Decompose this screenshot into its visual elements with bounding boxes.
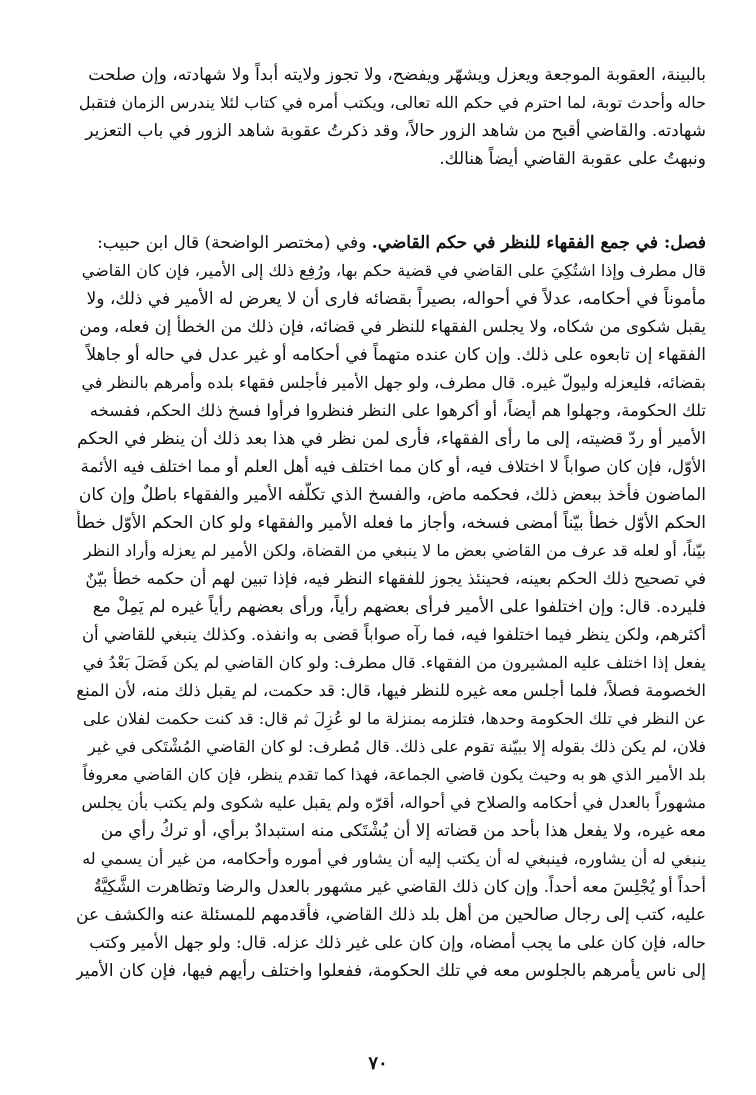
text-line: الأوّل، فإن كان صواباً لا اختلاف فيه، أو كان مما اختلف فيه أهل العلم أو مما اختلف فيه الأئمة [80, 457, 706, 476]
text-line: إلى ناس يأمرهم بالجلوس معه في تلك الحكومة، ففعلوا واختلف رأيهم فيها، فإن كان الأمير [76, 961, 706, 981]
text-line: يقبل شكوى من شكاه، ولا يجلس الفقهاء للنظر في قضائه، فإن ذلك من الخطأ إن فعله، ومن [79, 317, 706, 336]
text-line: الحكم الأوّل خطأً بيّناً أمضى فسخه، وأجاز ما فعله الأمير والفقهاء ولو كان الحكم الأوّل خطأً [76, 513, 706, 533]
text-line: عليه، كتب إلى رجال صالحين من أهل بلد ذلك القاضي، فأقدمهم للمسئلة عنه والكشف عن [76, 905, 706, 925]
text-line: تلك الحكومة، وجهلوا هم أيضاً، أو أكرهوا على النظر فنظروا فرأوا فسخ ذلك الحكم، ففسخه [89, 401, 706, 420]
text-line: قال مطرف وإذا اشتُكِيَ على القاضي في قضية حكم بها، ورُفِع ذلك إلى الأمير، فإن كان القاضي [81, 261, 706, 280]
section-heading: فصل: في جمع الفقهاء للنظر في حكم القاضي. [371, 233, 706, 253]
text-line: بالبينة، العقوبة الموجعة ويعزل ويشهّر ويفضح، ولا تجوز ولايته أبداً ولا شهادته، وإن صلحت [88, 65, 706, 85]
paragraph-2 [76, 229, 706, 985]
text-line: الأمير أو ردّ قضيته، إلى ما رأى الفقهاء، فأرى لمن نظر في هذا بعد ذلك أن ينظر في الحكم [77, 429, 706, 449]
text-line: في تصحيح ذلك الحكم بعينه، فحينئذ يجوز للفقهاء النظر فيه، فإذا تبين لهم أن حكمه خطأ بيّنٌ [85, 569, 706, 588]
text-line: الخصومة فصلاً، فلما أجلس معه غيره للنظر فيها، قال: قد حكمت، لم يقبل ذلك منه، لأن المنع [76, 681, 706, 700]
text-line: مشهوراً بالعدل في أحكامه والصلاح في أحواله، أقرّه ولم يقبل عليه شكوى ولم يكتب بأن يجلس [81, 793, 706, 812]
page-number: ٧٠ [368, 1053, 388, 1074]
text-line: فليرده. قال: وإن اختلفوا على الأمير فرأى بعضهم رأياً، ورأى بعضهم رأياً غيره لم يَمِلْ مع [92, 597, 706, 617]
text-line: الفقهاء إن تابعوه على ذلك. وإن كان عنده متهماً في أحكامه أو غير عدل في حاله أو جاهلاً [86, 345, 706, 365]
text-line: بقضائه، فليعزله وليولّ غيره. قال مطرف، ولو جهل الأمير فأجلس فقهاء بلده وأمرهم بالنظر في [81, 373, 706, 392]
text-line: مأموناً في أحكامه، عدلاً في أحواله، بصيراً بقضائه فارى أن لا يعرض له الأمير في ذلك، ولا [86, 289, 706, 309]
text-line: بلد الأمير الذي هو به وحيث يكون قاضي الجماعة، فهذا كما تقدم ينظر، فإن كان القاضي معروفاً [82, 765, 706, 784]
text-line: معه غيره، ولا يفعل هذا بأحد من قضاته إلا أن يُشْتَكى منه استبدادٌ برأي، أو تركُ رأي من [100, 821, 706, 841]
text-line: حاله، فإن كان على ما يجب أمضاه، وإن كان على غير ذلك عزله. قال: ولو جهل الأمير وكتب [89, 933, 706, 952]
text-line: شهادته. والقاضي أقبح من شاهد الزور حالاً، وقد ذكرتُ عقوبة شاهد الزور في باب التعزير [85, 121, 706, 141]
section-heading-line [76, 229, 706, 257]
text-line: عن النظر في تلك الحكومة وحدها، فتلزمه بمنزلة ما لو عُزِلَ ثم قال: قد كنت حكمت لفلان على [82, 709, 706, 728]
text-line: يفعل إذا اختلف عليه المشيرون من الفقهاء. قال مطرف: ولو كان القاضي لم يكن فَصَلَ بَعْدُ في [82, 653, 706, 672]
heading-continuation: وفي (مختصر الواضحة) قال ابن حبيب: [97, 233, 372, 253]
text-line: الماضون فأخذ ببعض ذلك، فحكمه ماض، والفسخ الذي تكلّفه الأمير والفقهاء باطلٌ وإن كان [78, 485, 706, 505]
text-line: ونبهتُ على عقوبة القاضي أيضاً هنالك. [439, 149, 706, 169]
text-line: ينبغي له أن يشاوره، فينبغي له أن يكتب إليه أن يشاور في أموره وأحكامه، من غير أن يسمي له [82, 849, 706, 868]
paragraph-1 [76, 61, 706, 173]
text-line: فلان، لم يكن ذلك بقوله إلا ببيّنة تقوم على ذلك. قال مُطرف: لو كان القاضي المُشْتَكى في غير [88, 737, 706, 756]
text-line: أحداً أو يُجْلِسَ معه أحداً. وإن كان ذلك القاضي غير مشهور بالعدل والرضا وتظاهرت الشَّكِيَّةُ [93, 877, 706, 896]
text-line: حاله وأحدث توبة، لما احترم في حكم الله تعالى، ويكتب أمره في كتاب لئلا يندرس الزمان فتقبل [78, 93, 706, 112]
text-line: بيّناً، أو لعله قد عرف من القاضي بعض ما لا ينبغي من القضاة، ولكن الأمير لم يعزله وأراد النظر [83, 541, 706, 560]
text-line: أكثرهم، ولكن ينظر فيما اختلفوا فيه، فما رآه صواباً قضى به وانفذه. وكذلك ينبغي للقاضي أن [81, 625, 706, 644]
